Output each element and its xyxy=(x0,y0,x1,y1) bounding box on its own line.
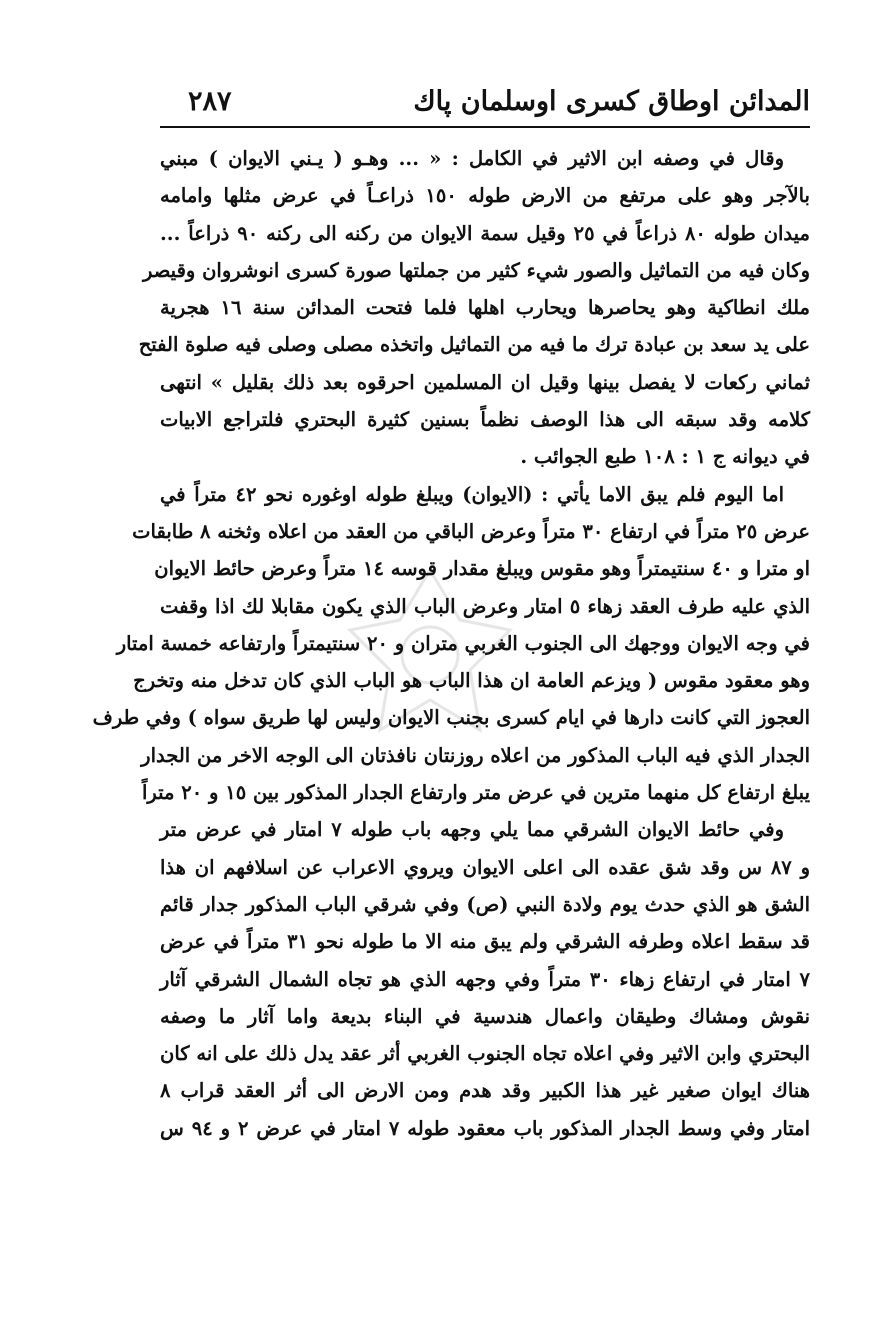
text-line: بالآجر وهو على مرتفع من الارض طوله ١٥٠ ذراعـاً في عرض مثلها وامامه xyxy=(160,184,810,208)
text-line: الشق هو الذي حدث يوم ولادة النبي (ص) وفي شرقي الباب المذكور جدار قائم xyxy=(160,892,810,916)
text-line: نقوش ومشاك وطيقان واعمال هندسية في البناء بديعة واما آثار ما وصفه xyxy=(160,1004,810,1028)
text-line: ثماني ركعات لا يفصل بينها وقيل ان المسلمين احرقوه بعد ذلك بقليل » انتهى xyxy=(160,370,810,394)
text-line: وكان فيه من التماثيل والصور شيء كثير من جملتها صورة كسرى انوشروان وقيصر xyxy=(143,258,810,282)
text-line: كلامه وقد سبقه الى هذا الوصف نظماً بسنين كثيرة البحتري فلتراجع الابيات xyxy=(160,408,810,432)
text-line: وفي حائط الايوان الشرقي مما يلي وجهه باب طوله ٧ امتار في عرض متر xyxy=(160,818,784,842)
text-line: على يد سعد بن عبادة ترك ما فيه من التماثيل واتخذه مصلى وصلى فيه صلوة الفتح xyxy=(138,333,810,357)
text-line: امتار وفي وسط الجدار المذكور باب معقود طوله ٧ امتار في عرض ٢ و ٩٤ س xyxy=(160,1116,811,1140)
text-line: العجوز التي كانت دارها في ايام كسرى بجنب الايوان وليس لها طريق سواه ) وفي طرف xyxy=(92,706,810,730)
text-line: يبلغ ارتفاع كل منهما مترين في عرض متر وارتفاع الجدار المذكور بين ١٥ و ٢٠ متراً xyxy=(141,781,810,805)
paragraph xyxy=(160,811,810,1147)
text-line: او مترا و ٤٠ سنتيمتراً وهو مقوس ويبلغ مقدار قوسه ١٤ متراً وعرض حائط الايوان xyxy=(154,557,810,581)
text-line: الجدار الذي فيه الباب المذكور من اعلاه روزنتان نافذتان الى الوجه الاخر من الجدار xyxy=(141,743,810,767)
text-line: وهو معقود مقوس ( ويزعم العامة ان هذا الباب هو الباب الذي كان تدخل منه وتخرج xyxy=(133,669,810,693)
running-title: المدائن اوطاق كسرى اوسلمان پاك xyxy=(413,86,810,117)
page-number: ٢٨٧ xyxy=(188,86,232,117)
body-text xyxy=(92,140,811,1147)
text-line: في ديوانه ج ١ : ١٠٨ طبع الجوائب . xyxy=(520,445,810,469)
text-line: ٧ امتار في ارتفاع زهاء ٣٠ متراً وفي وجهه الذي هو تجاه الشمال الشرقي آثار xyxy=(160,967,811,991)
text-line: البحتري وابن الاثير وفي اعلاه تجاه الجنوب الغربي أثر عقد يدل ذلك على انه كان xyxy=(160,1042,810,1066)
text-line: ملك انطاكية وهو يحاصرها ويحارب اهلها فلما فتحت المدائن سنة ١٦ هجرية xyxy=(160,296,810,320)
text-line: ميدان طوله ٨٠ ذراعاً في ٢٥ وقيل سمة الايوان من ركنه الى ركنه ٩٠ ذراعاً ... xyxy=(160,221,810,245)
text-line: في وجه الايوان ووجهك الى الجنوب الغربي متران و ٢٠ سنتيمتراً وارتفاعه خمسة امتار xyxy=(116,631,810,655)
text-line: الذي عليه طرف العقد زهاء ٥ امتار وعرض الباب الذي يكون مقابلا لك اذا وقفت xyxy=(160,594,810,618)
paragraph xyxy=(138,140,810,476)
header-rule xyxy=(160,126,810,128)
text-line: و ٨٧ س وقد شق عقده الى اعلى الايوان ويروي الاعراب عن اسلافهم ان هذا xyxy=(160,855,810,879)
text-line: هناك ايوان صغير غير هذا الكبير وقد هدم ومن الارض الى أثر العقد قراب ٨ xyxy=(160,1079,810,1103)
text-line: عرض ٢٥ متراً في ارتفاع ٣٠ متراً وعرض الباقي من العقد من اعلاه وثخنه ٨ طابقات xyxy=(132,519,810,543)
text-line: وقال في وصفه ابن الاثير في الكامل : « ... وهـو ( يـني الايوان ) مبني xyxy=(160,147,784,170)
page-header xyxy=(160,82,810,122)
text-line: قد سقط اعلاه وطرفه الشرقي ولم يبق منه الا ما طوله نحو ٣١ متراً في عرض xyxy=(160,930,810,954)
text-line: اما اليوم فلم يبق الاما يأتي : (الايوان) ويبلغ طوله اوغوره نحو ٤٢ متراً في xyxy=(160,482,784,506)
paragraph xyxy=(92,476,810,812)
